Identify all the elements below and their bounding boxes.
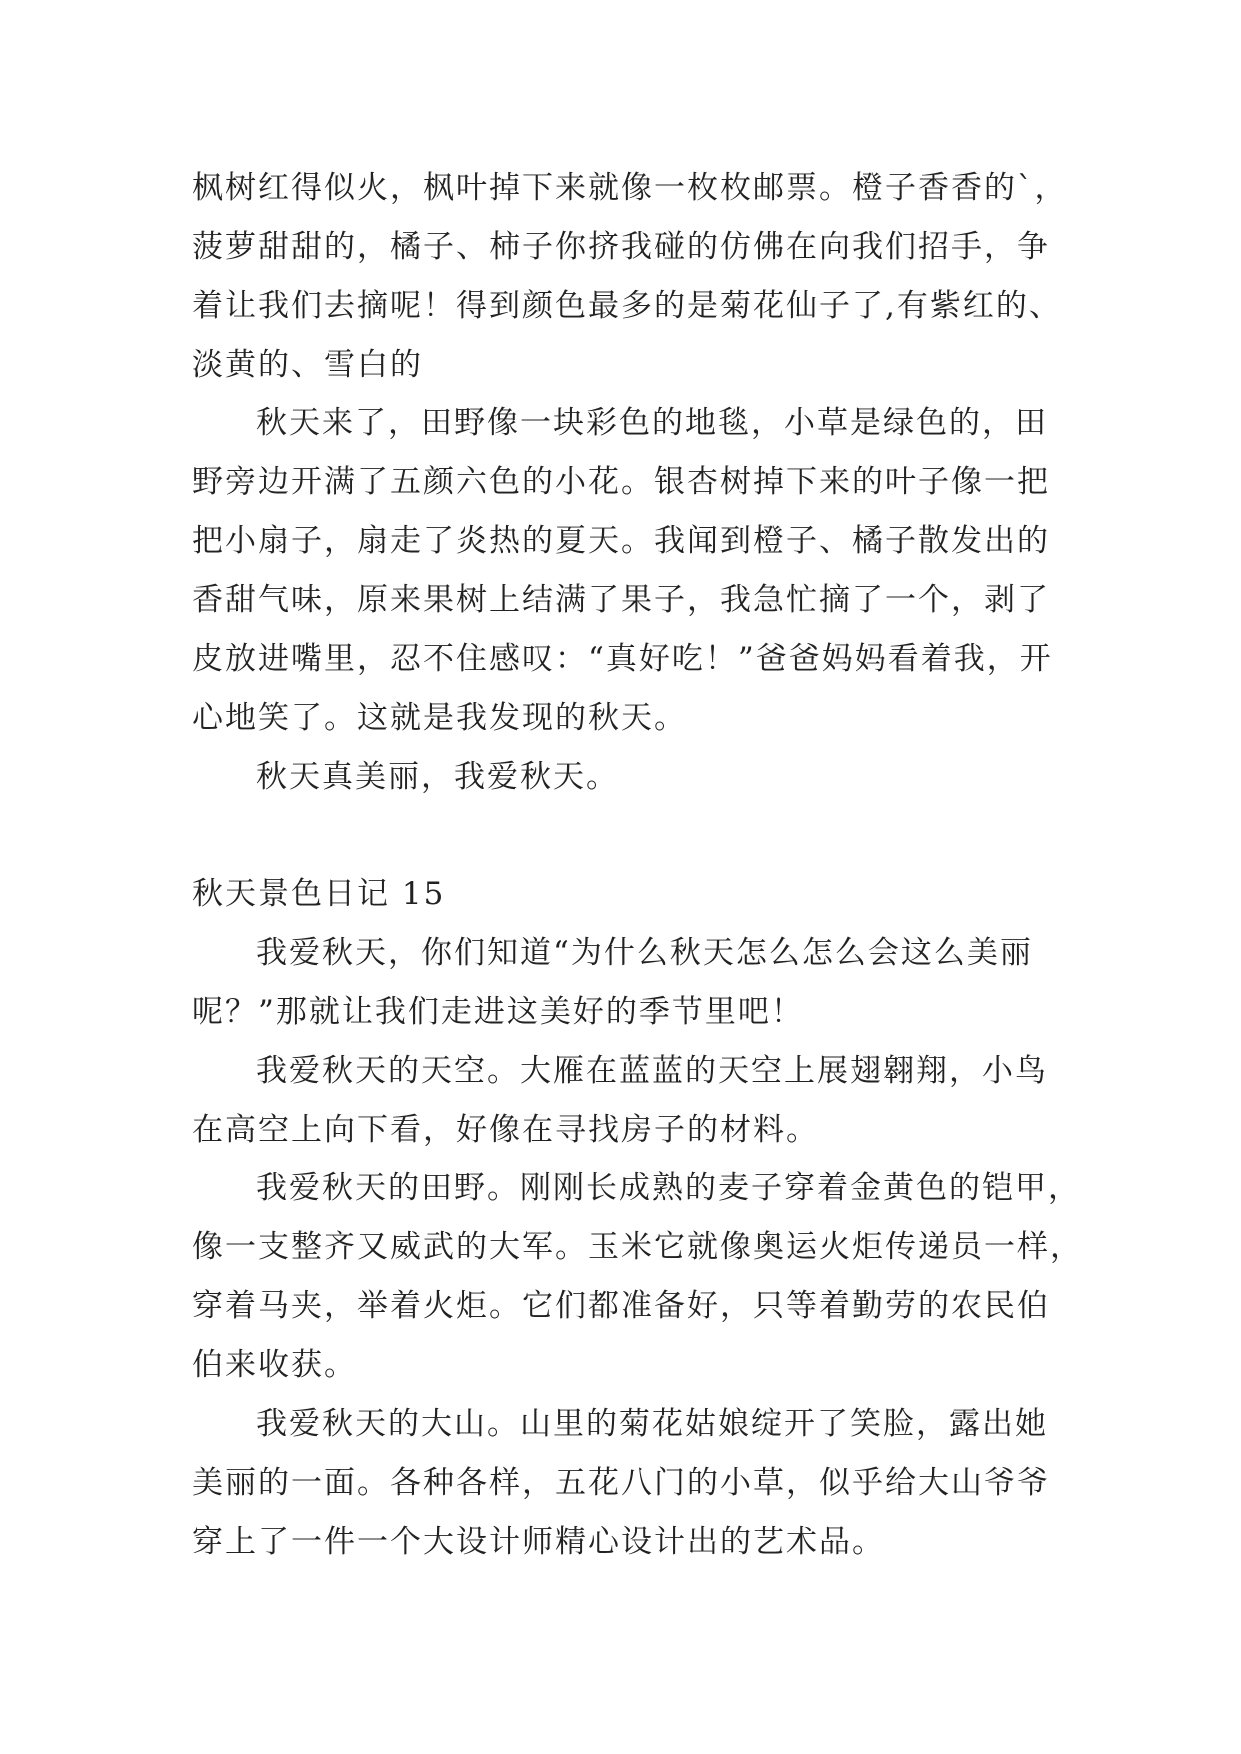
paragraph-first-line: 我爱秋天的大山。山里的菊花姑娘绽开了笑脸，露出她 [256, 1406, 1048, 1442]
text-line: 心地笑了。这就是我发现的秋天。 [192, 700, 687, 736]
paragraph-first-line: 我爱秋天的田野。刚刚长成熟的麦子穿着金黄色的铠甲， [256, 1170, 1081, 1206]
text-line: 淡黄的、雪白的 [192, 347, 423, 383]
text-line: 伯来收获。 [192, 1347, 357, 1383]
text-line: 把小扇子，扇走了炎热的夏天。我闻到橙子、橘子散发出的 [192, 523, 1050, 559]
text-line: 皮放进嘴里，忍不住感叹：“真好吃！”爸爸妈妈看着我，开 [192, 641, 1053, 677]
text-line: 呢？”那就让我们走进这美好的季节里吧！ [192, 994, 804, 1030]
text-line: 穿上了一件一个大设计师精心设计出的艺术品。 [192, 1524, 885, 1560]
paragraph-first-line: 秋天真美丽，我爱秋天。 [256, 759, 619, 795]
text-line: 像一支整齐又威武的大军。玉米它就像奥运火炬传递员一样， [192, 1229, 1083, 1265]
text-line: 香甜气味，原来果树上结满了果子，我急忙摘了一个，剥了 [192, 582, 1050, 618]
text-line: 着让我们去摘呢！得到颜色最多的是菊花仙子了,有紫红的、 [192, 288, 1062, 324]
text-line: 穿着马夹，举着火炬。它们都准备好，只等着勤劳的农民伯 [192, 1288, 1050, 1324]
paragraph-first-line: 我爱秋天的天空。大雁在蓝蓝的天空上展翅翱翔，小鸟 [256, 1053, 1048, 1089]
text-line: 菠萝甜甜的，橘子、柿子你挤我碰的仿佛在向我们招手，争 [192, 229, 1050, 265]
text-line: 野旁边开满了五颜六色的小花。银杏树掉下来的叶子像一把 [192, 464, 1050, 500]
section-title: 秋天景色日记 15 [192, 876, 446, 912]
text-line: 枫树红得似火，枫叶掉下来就像一枚枚邮票。橙子香香的`， [192, 170, 1068, 206]
paragraph-first-line: 我爱秋天，你们知道“为什么秋天怎么怎么会这么美丽 [256, 935, 1033, 971]
paragraph-first-line: 秋天来了，田野像一块彩色的地毯，小草是绿色的，田 [256, 405, 1048, 441]
text-line: 美丽的一面。各种各样，五花八门的小草，似乎给大山爷爷 [192, 1465, 1050, 1501]
text-line: 在高空上向下看，好像在寻找房子的材料。 [192, 1112, 819, 1148]
